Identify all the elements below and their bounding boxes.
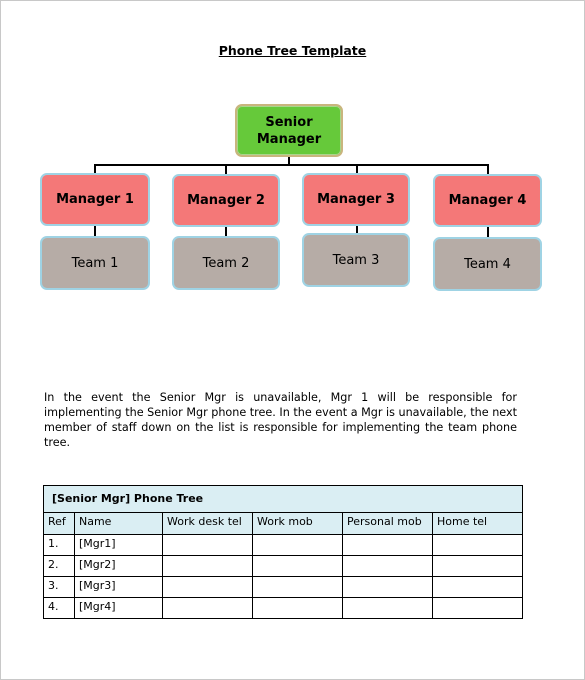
cell-home-tel[interactable] xyxy=(433,535,523,556)
senior-manager-label-line1: Senior xyxy=(265,114,313,130)
manager-4-box xyxy=(433,174,542,227)
header-personal-mob: Personal mob xyxy=(343,513,433,535)
cell-name[interactable]: [Mgr4] xyxy=(75,598,163,619)
cell-home-tel[interactable] xyxy=(433,577,523,598)
cell-work-desk-tel[interactable] xyxy=(163,535,253,556)
header-name: Name xyxy=(75,513,163,535)
cell-work-mob[interactable] xyxy=(253,535,343,556)
document-title: Phone Tree Template xyxy=(218,43,367,58)
cell-ref: 4. xyxy=(44,598,75,619)
table-caption: [Senior Mgr] Phone Tree xyxy=(44,486,523,513)
table-caption-row xyxy=(44,486,523,513)
manager-1-label: Manager 1 xyxy=(56,192,134,207)
header-ref: Ref xyxy=(44,513,75,535)
phone-tree-table xyxy=(43,485,523,619)
cell-ref: 3. xyxy=(44,577,75,598)
table-row xyxy=(44,556,523,577)
cell-work-desk-tel[interactable] xyxy=(163,577,253,598)
manager-3-box xyxy=(302,173,410,226)
manager-1-box xyxy=(40,173,150,226)
manager-2-box xyxy=(172,174,280,227)
team-4-box xyxy=(433,237,542,291)
cell-work-mob[interactable] xyxy=(253,577,343,598)
senior-manager-box xyxy=(235,104,343,157)
cell-work-mob[interactable] xyxy=(253,598,343,619)
header-work-desk-tel: Work desk tel xyxy=(163,513,253,535)
cell-work-desk-tel[interactable] xyxy=(163,556,253,577)
connector-horizontal xyxy=(94,164,489,166)
team-2-box xyxy=(172,236,280,290)
instructions-paragraph: In the event the Senior Mgr is unavailable, Mgr 1 will be responsible for implementing the Senior Mgr phone tree. In the event a Mgr is unavailable, the next member of staff down on the list is responsible for implementing the team phone tree. xyxy=(44,391,517,449)
manager-3-label: Manager 3 xyxy=(317,192,395,207)
cell-work-desk-tel[interactable] xyxy=(163,598,253,619)
cell-personal-mob[interactable] xyxy=(343,598,433,619)
cell-personal-mob[interactable] xyxy=(343,577,433,598)
team-4-label: Team 4 xyxy=(464,256,511,272)
team-3-label: Team 3 xyxy=(332,252,380,268)
team-1-box xyxy=(40,236,150,290)
table-header-row xyxy=(44,513,523,535)
cell-name[interactable]: [Mgr2] xyxy=(75,556,163,577)
team-1-label: Team 1 xyxy=(71,255,119,271)
table-row xyxy=(44,577,523,598)
cell-personal-mob[interactable] xyxy=(343,535,433,556)
cell-home-tel[interactable] xyxy=(433,556,523,577)
manager-4-label: Manager 4 xyxy=(448,193,527,208)
cell-personal-mob[interactable] xyxy=(343,556,433,577)
cell-ref: 1. xyxy=(44,535,75,556)
table-row xyxy=(44,535,523,556)
header-home-tel: Home tel xyxy=(433,513,523,535)
cell-home-tel[interactable] xyxy=(433,598,523,619)
team-3-box xyxy=(302,233,410,287)
header-work-mob: Work mob xyxy=(253,513,343,535)
cell-ref: 2. xyxy=(44,556,75,577)
cell-name[interactable]: [Mgr1] xyxy=(75,535,163,556)
manager-2-label: Manager 2 xyxy=(187,193,265,208)
cell-work-mob[interactable] xyxy=(253,556,343,577)
team-2-label: Team 2 xyxy=(202,255,250,271)
cell-name[interactable]: [Mgr3] xyxy=(75,577,163,598)
table-row xyxy=(44,598,523,619)
senior-manager-label-line2: Manager xyxy=(256,131,322,147)
